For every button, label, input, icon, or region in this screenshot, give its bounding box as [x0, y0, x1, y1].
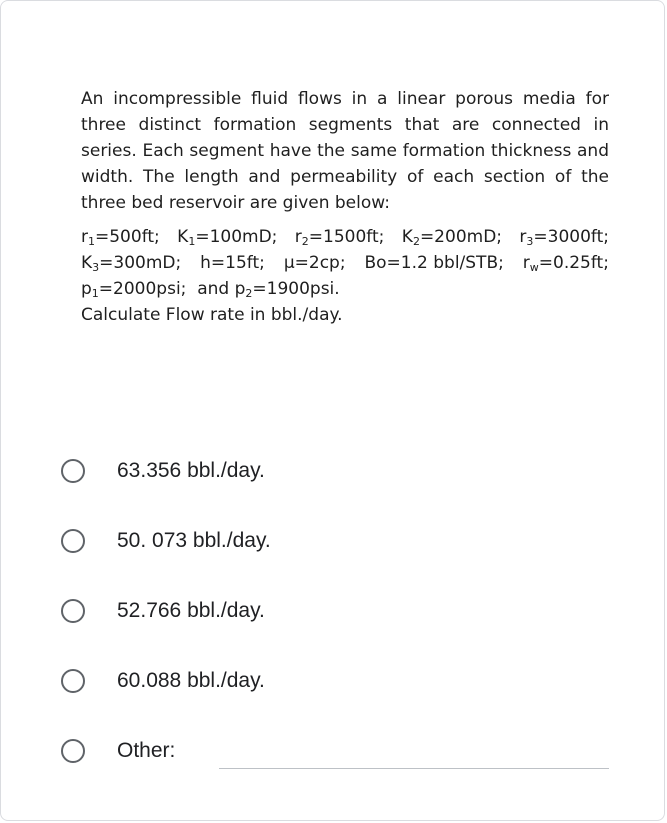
radio-button[interactable]: [61, 599, 85, 623]
param-h: h=15ft;: [200, 253, 265, 273]
radio-button[interactable]: [61, 529, 85, 553]
param-k1: $K_1=100mD$;: [177, 227, 278, 248]
parameters-line-3: [81, 276, 609, 302]
question-text: [81, 86, 609, 328]
option-label: 52.766 bbl./day.: [117, 599, 265, 622]
param-rw: $r_w=0.25ft$;: [522, 253, 609, 274]
option-4[interactable]: [61, 664, 265, 698]
option-label: 63.356 bbl./day.: [117, 459, 265, 482]
param-p2: and $p_2=1900psi$.: [197, 279, 340, 300]
question-paragraph: An incompressible fluid flows in a linear porous media for three distinct formation segments that are connected in series. Each segment have the same formation thickness and width. The length and permeability of each section of the three bed reservoir are given below:: [81, 89, 609, 213]
radio-button[interactable]: [61, 669, 85, 693]
param-r2: $r_2=1500ft$;: [294, 227, 385, 248]
other-text-input[interactable]: [219, 768, 609, 769]
radio-button[interactable]: [61, 459, 85, 483]
param-k3: $K_3=300mD$;: [81, 253, 182, 274]
given-parameters: [81, 224, 609, 302]
option-3[interactable]: [61, 594, 265, 628]
option-label: Other:: [117, 739, 176, 762]
radio-button[interactable]: [61, 739, 85, 763]
parameters-line-2: [81, 250, 609, 276]
param-k2: $K_2=200mD$;: [401, 227, 503, 248]
param-mu: μ=2cp;: [283, 253, 346, 273]
param-bo: Bo=1.2 bbl/STB;: [364, 253, 504, 273]
option-label: 60.088 bbl./day.: [117, 669, 265, 692]
param-r1: $r_1=500ft$;: [81, 227, 160, 248]
param-r3: $r_3=3000ft$;: [519, 227, 609, 248]
param-p1: $p_1=2000psi$;: [81, 279, 187, 300]
question-prompt: Calculate Flow rate in bbl./day.: [81, 305, 343, 325]
option-1[interactable]: [61, 454, 265, 488]
parameters-line-1: [81, 224, 609, 250]
option-label: 50. 073 bbl./day.: [117, 529, 271, 552]
option-other[interactable]: [61, 734, 175, 768]
option-2[interactable]: [61, 524, 271, 558]
